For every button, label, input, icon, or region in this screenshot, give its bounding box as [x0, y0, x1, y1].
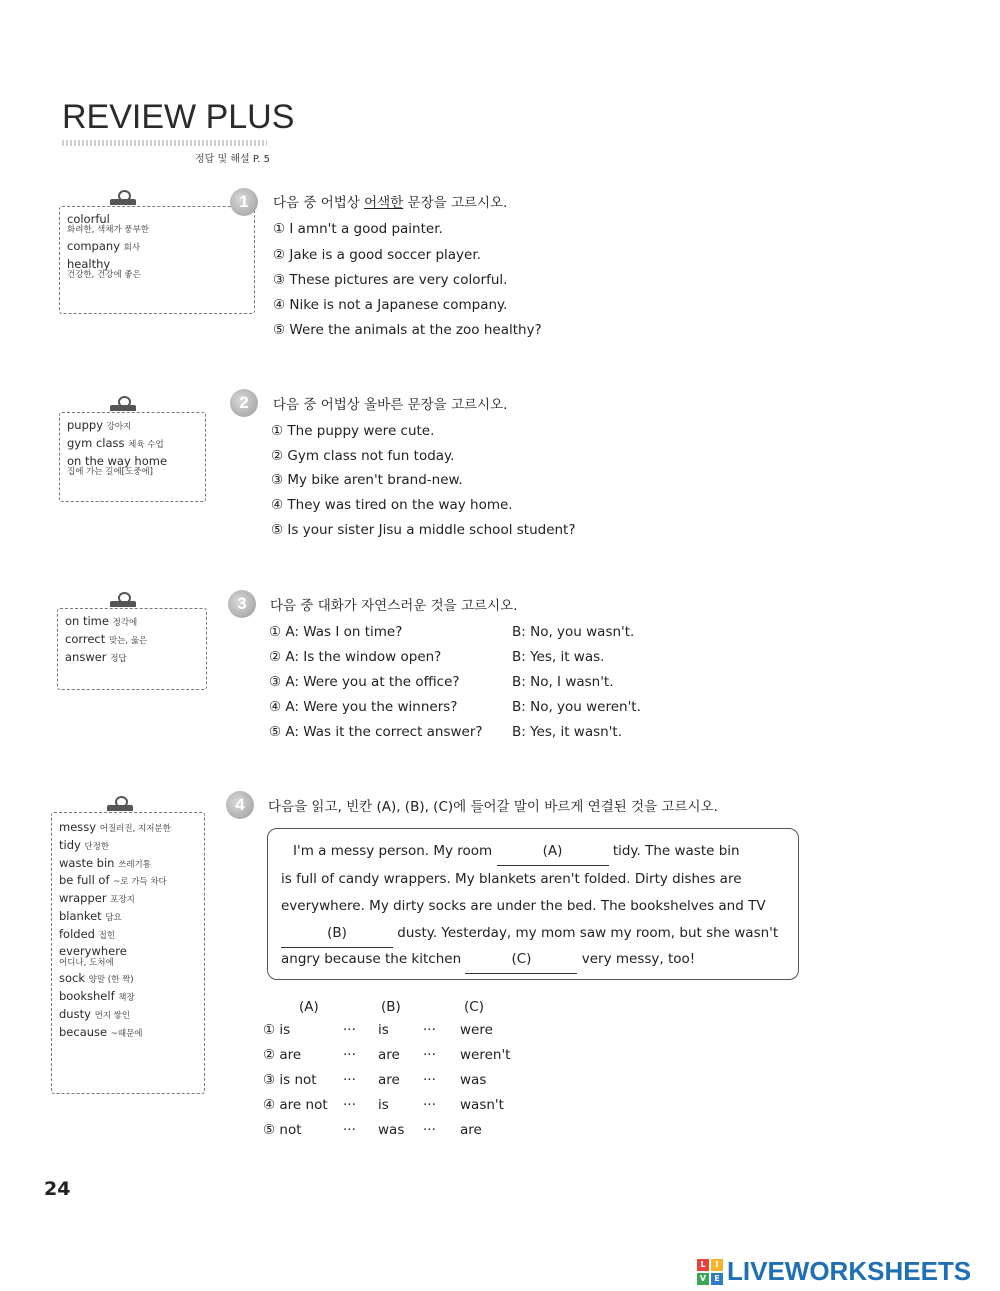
option-5[interactable]: ⑤ Is your sister Jisu a middle school student?	[271, 522, 576, 538]
clip-icon	[110, 396, 136, 412]
question-prompt: 다음 중 어법상 올바른 문장을 고르시오.	[273, 397, 508, 413]
option-4[interactable]: ④ Nike is not a Japanese company.	[273, 297, 508, 313]
dialog-b-3: B: No, I wasn't.	[512, 674, 614, 690]
vocab-word: blanket	[59, 908, 102, 923]
vocab-word: messy	[59, 820, 97, 834]
question-number-badge: 4	[226, 791, 254, 819]
vocab-word: company	[67, 238, 121, 253]
vocab-meaning: 어질러진, 지저분한	[99, 824, 171, 834]
vocab-card-4	[51, 812, 205, 1094]
passage-line-3: everywhere. My dirty socks are under the bed. The bookshelves and TV	[281, 898, 766, 914]
option-3[interactable]: ③ My bike aren't brand-new.	[271, 472, 463, 488]
dialog-a-2[interactable]: ② A: Is the window open?	[269, 649, 442, 665]
vocab-card-1	[59, 206, 255, 314]
option-2[interactable]: ② Jake is a good soccer player.	[273, 247, 481, 263]
blank-c[interactable]: (C)	[465, 946, 577, 974]
vocab-meaning: 양말 (한 짝)	[88, 975, 134, 986]
vocab-word: correct	[65, 631, 106, 646]
logo-mark-icon	[697, 1259, 723, 1285]
vocab-word: on time	[65, 614, 109, 628]
blank-a[interactable]: (A)	[497, 838, 609, 866]
vocab-meaning: 회사	[123, 242, 141, 253]
passage-text: I'm a messy person. My room	[293, 843, 493, 859]
question-prompt: 다음을 읽고, 빈칸 (A), (B), (C)에 들어갈 말이 바르게 연결된 것을 고르시오.	[268, 799, 718, 815]
vocab-word: gym class	[67, 435, 125, 450]
vocab-meaning: 건강한, 건강에 좋은	[67, 269, 141, 280]
choice-2-c: weren't	[460, 1047, 511, 1063]
dialog-b-1: B: No, you wasn't.	[512, 624, 635, 640]
question-prompt: 다음 중 대화가 자연스러운 것을 고르시오.	[270, 598, 518, 614]
dialog-b-2: B: Yes, it was.	[512, 649, 605, 665]
vocab-meaning: 화려한, 색채가 풍부한	[67, 225, 150, 236]
clip-icon	[110, 592, 136, 608]
choice-3-c: was	[460, 1072, 487, 1088]
passage-text: tidy. The waste bin	[612, 843, 740, 859]
vocab-word: colorful	[67, 212, 110, 226]
vocab-word: puppy	[67, 418, 103, 432]
question-number-badge: 3	[228, 590, 256, 618]
vocab-word: be full of	[59, 873, 110, 888]
separator: ···	[423, 1072, 436, 1088]
vocab-meaning: 단정한	[84, 841, 110, 852]
question-prompt	[273, 191, 507, 211]
vocab-meaning: 맞는, 옳은	[108, 635, 148, 646]
option-3[interactable]: ③ These pictures are very colorful.	[273, 272, 508, 288]
dialog-a-3[interactable]: ③ A: Were you at the office?	[269, 674, 460, 690]
passage-text: dusty. Yesterday, my mom saw my room, but she wasn't	[397, 925, 779, 941]
option-5[interactable]: ⑤ Were the animals at the zoo healthy?	[273, 322, 542, 338]
vocab-word: everywhere	[59, 944, 127, 959]
choice-5-b: was	[378, 1122, 405, 1138]
vocab-meaning: 포장지	[110, 895, 135, 906]
option-1[interactable]: ① I amn't a good painter.	[273, 221, 443, 237]
vocab-meaning: ~로 가득 차다	[113, 877, 167, 888]
clip-icon	[107, 796, 133, 812]
choice-5-c: are	[460, 1122, 482, 1138]
choice-1-b: is	[378, 1022, 389, 1038]
vocab-word: dusty	[59, 1006, 91, 1021]
vocab-meaning: 쓰레기통	[118, 859, 151, 870]
passage-line-4	[281, 920, 778, 948]
separator: ···	[343, 1097, 356, 1113]
dialog-b-4: B: No, you weren't.	[512, 699, 641, 715]
choice-header-b: (B)	[381, 999, 401, 1015]
choice-3-b: are	[378, 1072, 400, 1088]
prompt-text: 문장을 고르시오.	[403, 195, 508, 211]
vocab-meaning: 집에 가는 길에[도중에]	[67, 466, 153, 477]
vocab-word: answer	[65, 649, 107, 664]
vocab-word: bookshelf	[59, 989, 115, 1004]
choice-4-c: wasn't	[460, 1097, 504, 1113]
liveworksheets-logo	[697, 1256, 971, 1287]
separator: ···	[343, 1072, 356, 1088]
vocab-meaning: 담요	[105, 912, 122, 923]
choice-header-c: (C)	[464, 999, 484, 1015]
passage-line-2: is full of candy wrappers. My blankets aren't folded. Dirty dishes are	[281, 871, 742, 887]
vocab-word: waste bin	[59, 855, 115, 870]
separator: ···	[423, 1097, 436, 1113]
choice-1-c: were	[460, 1022, 493, 1038]
vocab-meaning: ~때문에	[110, 1028, 143, 1039]
logo-mark-cell: I	[711, 1259, 723, 1271]
dialog-a-4[interactable]: ④ A: Were you the winners?	[269, 699, 458, 715]
option-1[interactable]: ① The puppy were cute.	[271, 423, 435, 439]
page-number: 24	[44, 1178, 71, 1200]
separator: ···	[343, 1122, 356, 1138]
separator: ···	[423, 1047, 436, 1063]
logo-mark-cell: L	[697, 1259, 709, 1271]
logo-mark-cell: E	[711, 1273, 723, 1285]
logo-text: LIVEWORKSHEETS	[727, 1256, 972, 1286]
question-number-badge: 2	[230, 389, 258, 417]
choice-header-a: (A)	[299, 999, 319, 1015]
prompt-underlined: 어색한	[364, 195, 404, 211]
choice-3[interactable]: ③ is not	[263, 1072, 317, 1088]
dialog-a-5[interactable]: ⑤ A: Was it the correct answer?	[269, 724, 483, 740]
question-number-badge: 1	[230, 188, 258, 216]
clip-icon	[110, 190, 136, 206]
vocab-meaning: 책장	[118, 993, 135, 1004]
vocab-word: sock	[59, 971, 86, 986]
separator: ···	[343, 1047, 356, 1063]
vocab-meaning: 접힌	[98, 930, 116, 941]
dialog-a-1[interactable]: ① A: Was I on time?	[269, 624, 403, 640]
passage-line-5	[281, 946, 695, 974]
vocab-word: healthy	[67, 256, 111, 271]
vocab-meaning: 정각에	[112, 618, 138, 628]
vocab-meaning: 정답	[110, 653, 127, 664]
answer-reference: 정답 및 해설 P. 5	[195, 154, 271, 165]
choice-2-b: are	[378, 1047, 400, 1063]
choice-1[interactable]: ① is	[263, 1022, 291, 1038]
vocab-word: wrapper	[59, 891, 107, 906]
blank-b[interactable]: (B)	[281, 920, 393, 948]
choice-4-b: is	[378, 1097, 389, 1113]
title-rule	[62, 140, 267, 146]
vocab-word: folded	[59, 926, 95, 941]
choice-2[interactable]: ② are	[263, 1047, 302, 1063]
option-4[interactable]: ④ They was tired on the way home.	[271, 497, 513, 513]
choice-5[interactable]: ⑤ not	[263, 1122, 302, 1138]
separator: ···	[423, 1122, 436, 1138]
separator: ···	[343, 1022, 356, 1038]
separator: ···	[423, 1022, 436, 1038]
page-title: REVIEW PLUS	[62, 98, 295, 136]
vocab-card-2	[59, 412, 206, 502]
vocab-word: because	[59, 1024, 108, 1039]
prompt-text: 다음 중 어법상	[273, 195, 365, 211]
vocab-meaning: 강아지	[106, 422, 132, 432]
vocab-word: tidy	[59, 837, 81, 852]
passage-text: angry because the kitchen	[281, 951, 462, 967]
logo-mark-cell: V	[697, 1273, 709, 1285]
passage-line-1	[293, 838, 740, 866]
choice-4[interactable]: ④ are not	[263, 1097, 328, 1113]
vocab-meaning: 먼지 쌓인	[94, 1010, 131, 1021]
vocab-card-3	[57, 608, 207, 690]
passage-text: very messy, too!	[581, 951, 696, 967]
option-2[interactable]: ② Gym class not fun today.	[271, 448, 455, 464]
vocab-word: on the way home	[67, 453, 168, 468]
dialog-b-5: B: Yes, it wasn't.	[512, 724, 623, 740]
vocab-meaning: 어디나, 도처에	[59, 957, 114, 968]
vocab-meaning: 체육 수업	[128, 439, 164, 450]
